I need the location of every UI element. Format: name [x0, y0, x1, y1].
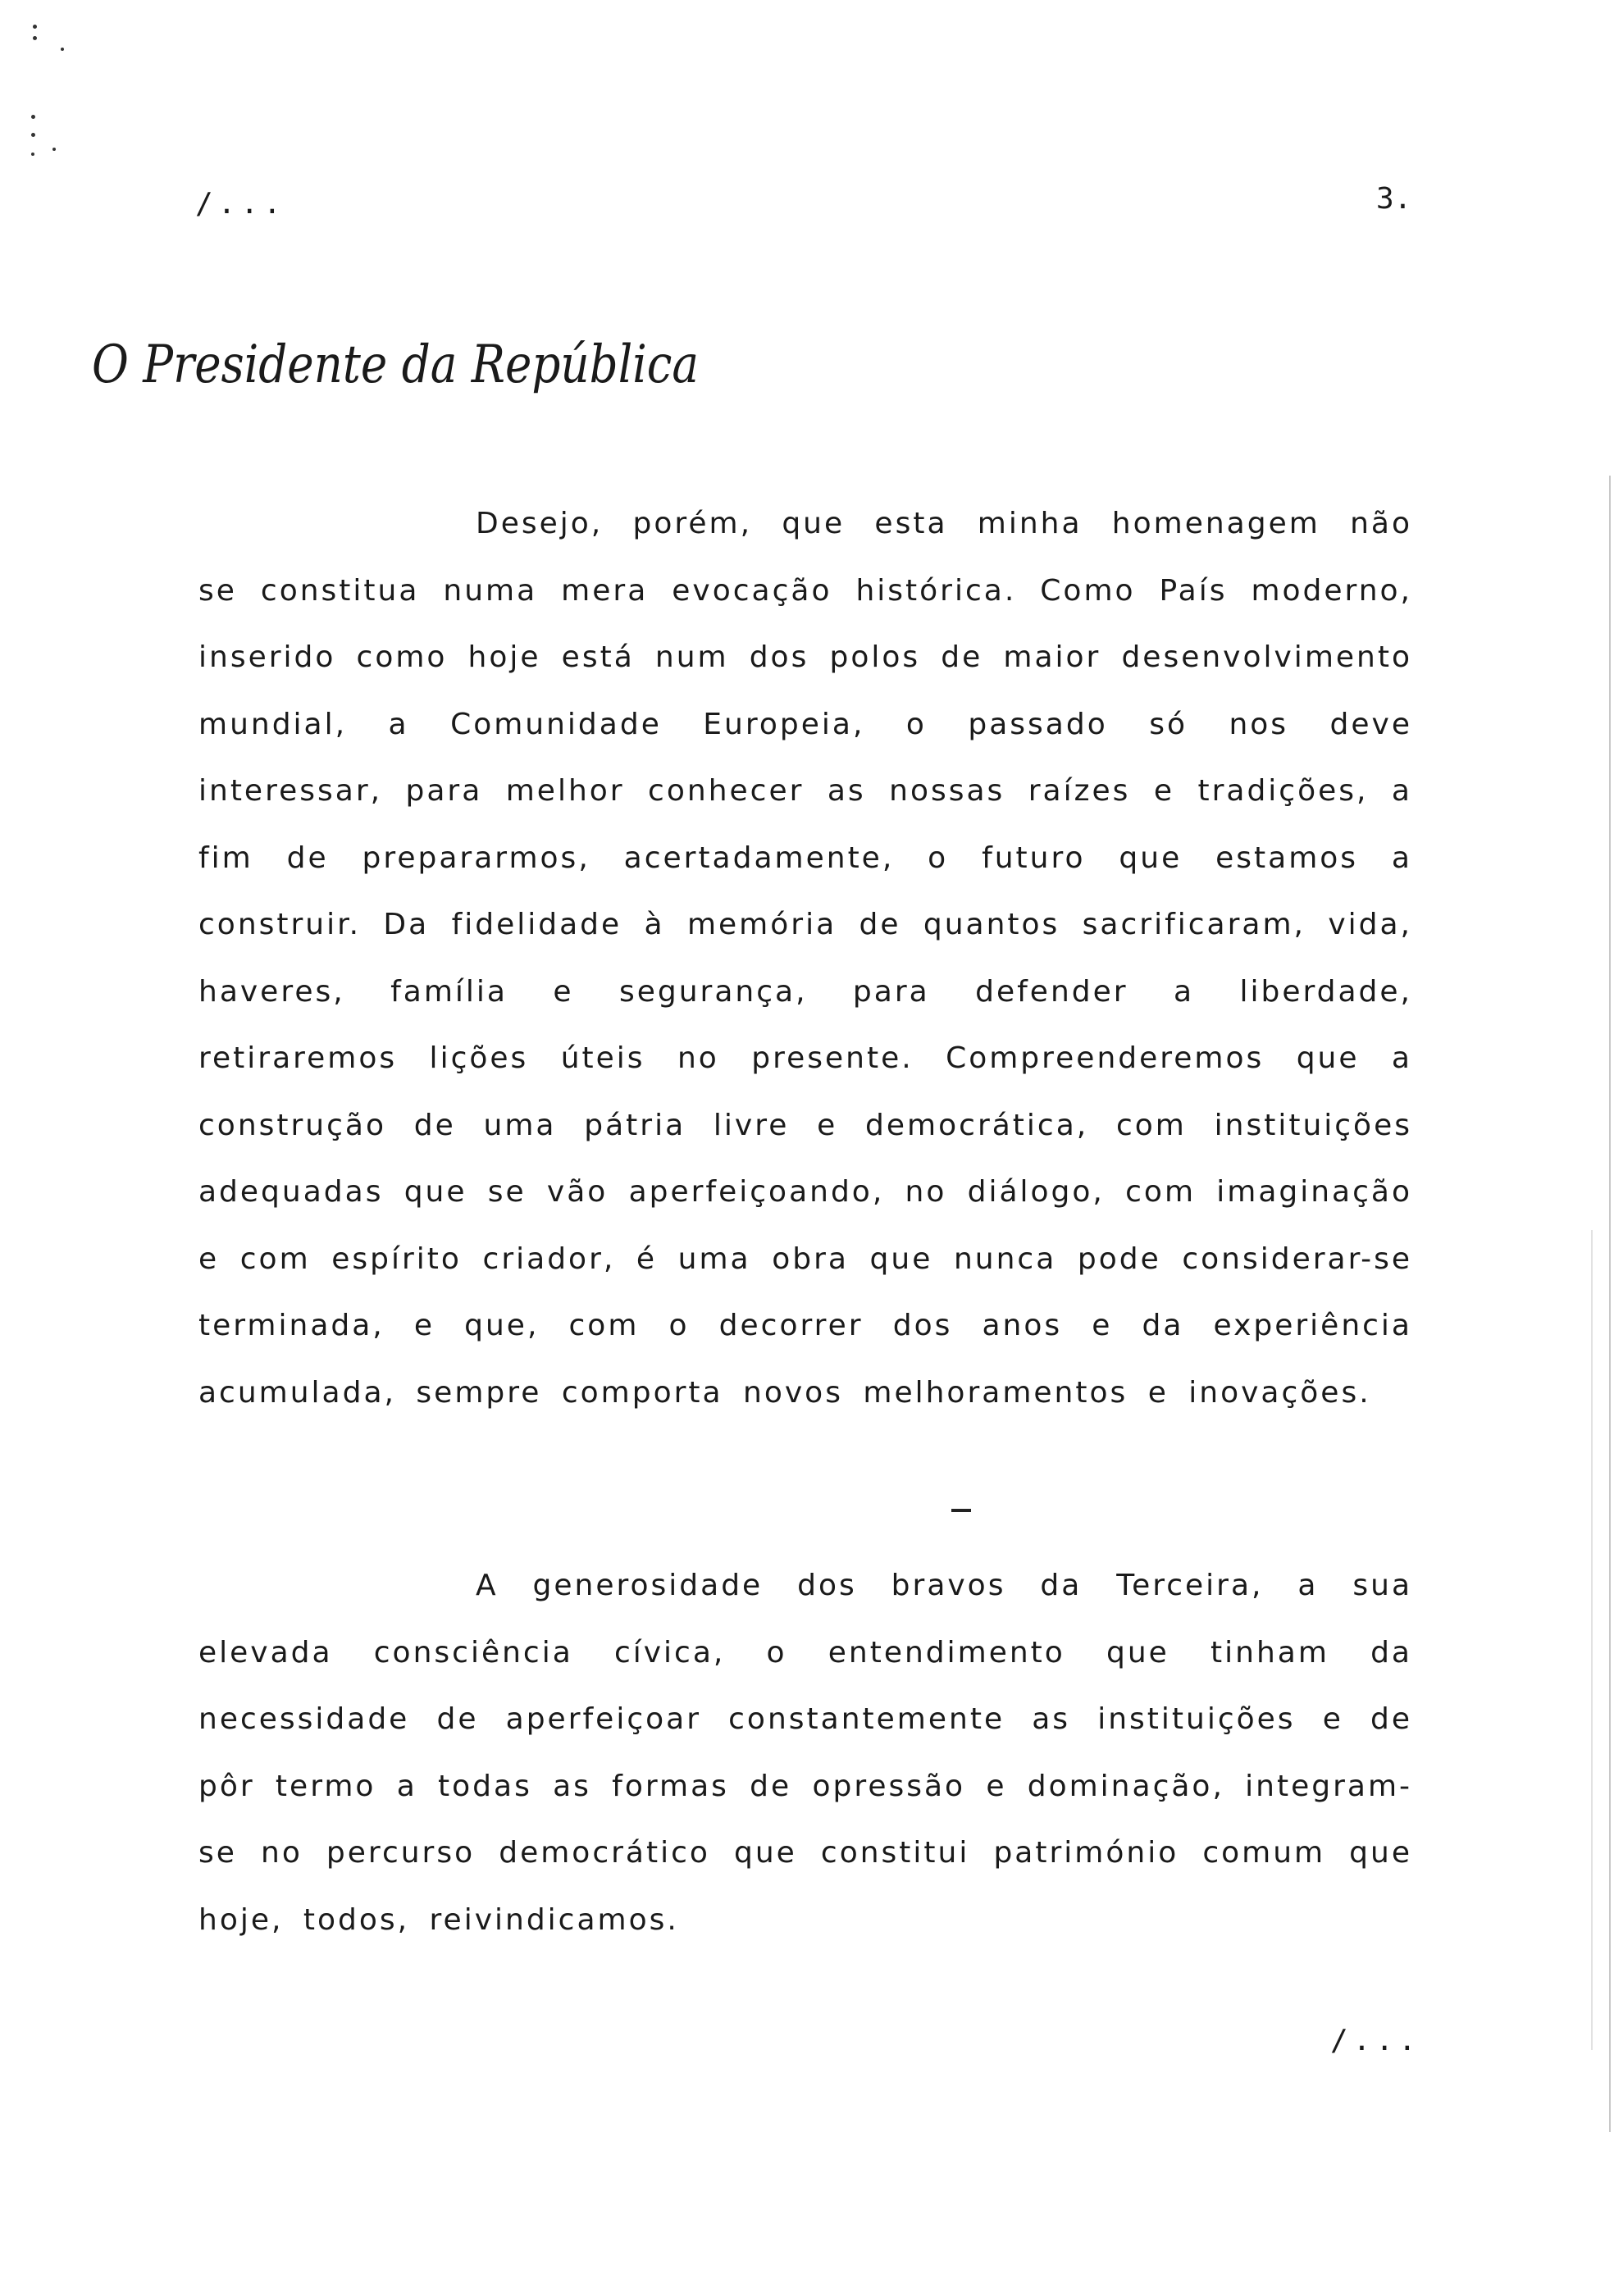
margin-dash: [951, 1509, 971, 1512]
scan-speck: [31, 153, 34, 156]
page-number: 3.: [1376, 182, 1412, 216]
scan-speck: [31, 115, 35, 119]
scan-speck: [33, 36, 37, 40]
scan-speck: [33, 25, 37, 29]
scan-edge-line: [1591, 1230, 1593, 2050]
body-paragraph-2: [198, 1552, 1412, 1953]
body-paragraph-1: [198, 490, 1412, 1426]
paragraph-text: Desejo, porém, que esta minha homenagem não se constitua numa mera evocação histórica. Como País moderno, inserido como hoje está num dos polos de maior desenvolvimento mundial, a Comunidade Europeia, o passado só nos deve interessar, para melhor conhecer as nossas raízes e tradições, a fim de prepararmos, acertadamente, o futuro que estamos a construir. Da fidelidade à memória de quantos sacrificaram, vida, haveres, família e segurança, para defender a liberdade, retiraremos lições úteis no presente. Compreenderemos que a construção de uma pátria livre e democrática, com instituições adequadas que se vão aperfeiçoando, no diálogo, com imaginação e com espírito criador, é uma obra que nunca pode considerar-se terminada, e que, com o decorrer dos anos e da experiência acumulada, sempre comporta novos melhoramentos e inovações.: [198, 507, 1412, 1410]
scan-speck: [31, 133, 35, 137]
letterhead-script: [89, 328, 712, 402]
scan-edge-line: [1609, 476, 1611, 2132]
footer-continuation-mark: /...: [1330, 2024, 1421, 2057]
scan-speck: [61, 48, 64, 51]
header-continuation-mark: /...: [195, 187, 286, 221]
paragraph-text: A generosidade dos bravos da Terceira, a sua elevada consciência cívica, o entendimento que tinham da necessidade de aperfeiçoar constantemente as instituições e de pôr termo a todas as formas de opressão e dominação, integram-se no percurso democrático que constitui património comum que hoje, todos, reivindicamos.: [198, 1569, 1412, 1937]
letterhead-text: O Presidente da República: [92, 335, 699, 395]
scan-speck: [52, 148, 56, 151]
